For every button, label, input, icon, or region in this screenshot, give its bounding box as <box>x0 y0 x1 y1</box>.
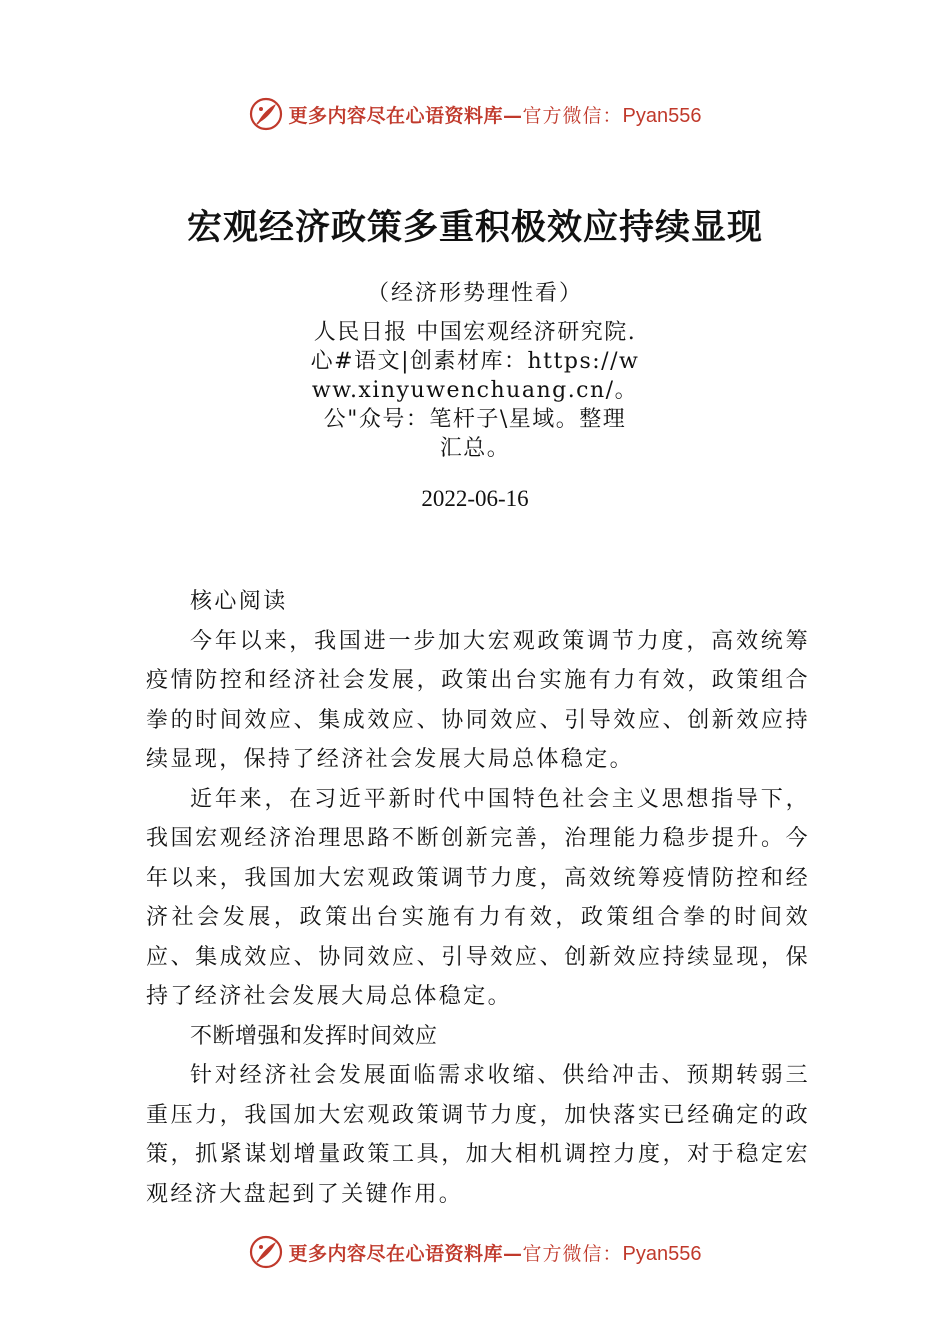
article-subtitle: （经济形势理性看） <box>366 281 583 306</box>
watermark-text: 更多内容尽在心语资料库—官方微信：Pyan556 <box>288 104 702 127</box>
source-line: 汇总。 <box>439 436 511 461</box>
watermark-banner-bottom <box>0 1232 950 1272</box>
section-heading: 不断增强和发挥时间效应 <box>190 1023 438 1049</box>
source-line: ww.xinyuwenchuang.cn/。 <box>311 378 639 403</box>
quill-logo-icon <box>249 97 283 131</box>
source-line: 公"众号：笔杆子\星域。整理 <box>323 407 627 432</box>
paragraph: 近年来，在习近平新时代中国特色社会主义思想指导下，我国宏观经济治理思路不断创新完善，治理能力稳步提升。今年以来，我国加大宏观政策调节力度，高效统筹疫情防控和经济社会发展，政策出台实施有力有效，政策组合拳的时间效应、集成效应、协同效应、引导效应、创新效应持续显现，保持了经济社会发展大局总体稳定。 <box>146 786 810 1009</box>
watermark-text: 更多内容尽在心语资料库—官方微信：Pyan556 <box>288 1242 702 1265</box>
section-label: 核心阅读 <box>190 589 288 614</box>
paragraph: 今年以来，我国进一步加大宏观政策调节力度，高效统筹疫情防控和经济社会发展，政策出台实施有力有效，政策组合拳的时间效应、集成效应、协同效应、引导效应、创新效应持续显现，保持了经济社会发展大局总体稳定。 <box>146 628 810 772</box>
paragraph: 针对经济社会发展面临需求收缩、供给冲击、预期转弱三重压力，我国加大宏观政策调节力度，加快落实已经确定的政策，抓紧谋划增量政策工具，加大相机调控力度，对于稳定宏观经济大盘起到了关键作用。 <box>146 1063 810 1207</box>
source-line: 人民日报 中国宏观经济研究院. <box>313 320 637 345</box>
article-source <box>290 318 660 463</box>
article-date: 2022-06-16 <box>421 486 529 511</box>
source-line: 心#语文|创素材库：https://w <box>310 349 640 374</box>
quill-logo-icon <box>249 1235 283 1269</box>
article-body <box>146 582 810 1214</box>
watermark-banner-top <box>0 94 950 134</box>
article-title: 宏观经济政策多重积极效应持续显现 <box>186 207 763 248</box>
